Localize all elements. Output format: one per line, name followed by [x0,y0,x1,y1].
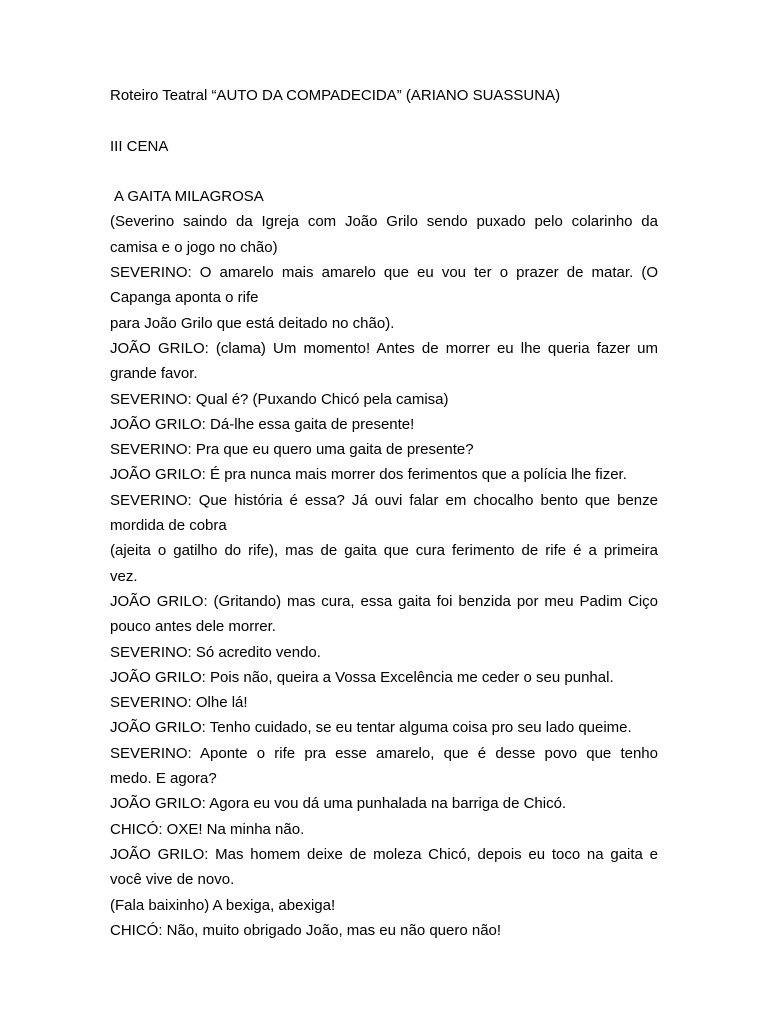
script-line: SEVERINO: Olhe lá! [110,694,248,712]
script-line: vez. [110,567,138,585]
script-line: JOÃO GRILO: Dá-lhe essa gaita de presente! [110,415,415,433]
script-line: CHICÓ: OXE! Na minha não. [110,820,305,838]
script-line: SEVERINO: Só acredito vendo. [110,643,321,661]
document-title: Roteiro Teatral “AUTO DA COMPADECIDA” (ARIANO SUASSUNA) [110,87,561,104]
script-line: SEVERINO: Qual é? (Puxando Chicó pela camisa) [110,390,449,408]
script-line: você vive de novo. [110,871,235,889]
script-line: mordida de cobra [110,517,227,535]
script-body [110,209,658,943]
script-line: Capanga aponta o rife [110,289,259,307]
script-line: para João Grilo que está deitado no chão). [110,314,395,332]
script-line: JOÃO GRILO: Tenho cuidado, se eu tentar alguma coisa pro seu lado queime. [110,719,632,737]
script-line: SEVERINO: O amarelo mais amarelo que eu vou ter o prazer de matar. (O [110,264,658,282]
script-line: CHICÓ: Não, muito obrigado João, mas eu não quero não! [110,921,502,939]
script-line: (Severino saindo da Igreja com João Grilo sendo puxado pelo colarinho da [110,213,658,231]
scene-label: III CENA [110,137,169,155]
document-page [110,83,658,943]
script-line: JOÃO GRILO: Mas homem deixe de moleza Chicó, depois eu toco na gaita e [110,845,658,863]
script-line: JOÃO GRILO: (clama) Um momento! Antes de morrer eu lhe queria fazer um [110,339,658,357]
script-line: grande favor. [110,365,198,383]
script-line: SEVERINO: Aponte o rife pra esse amarelo, que é desse povo que tenho [110,744,658,762]
script-line: SEVERINO: Que história é essa? Já ouvi falar em chocalho bento que benze [110,491,658,509]
script-line: SEVERINO: Pra que eu quero uma gaita de presente? [110,441,474,459]
script-line: JOÃO GRILO: (Gritando) mas cura, essa gaita foi benzida por meu Padim Ciço [110,592,658,610]
script-line: camisa e o jogo no chão) [110,238,278,256]
script-line: (Fala baixinho) A bexiga, abexiga! [110,896,336,914]
script-line: JOÃO GRILO: Pois não, queira a Vossa Excelência me ceder o seu punhal. [110,668,614,686]
script-line: pouco antes dele morrer. [110,618,276,636]
script-line: (ajeita o gatilho do rife), mas de gaita que cura ferimento de rife é a primeira [110,542,658,560]
scene-heading: A GAITA MILAGROSA [114,188,264,206]
script-line: JOÃO GRILO: Agora eu vou dá uma punhalada na barriga de Chicó. [110,795,567,813]
script-line: JOÃO GRILO: É pra nunca mais morrer dos ferimentos que a polícia lhe fizer. [110,466,627,484]
script-line: medo. E agora? [110,770,217,788]
